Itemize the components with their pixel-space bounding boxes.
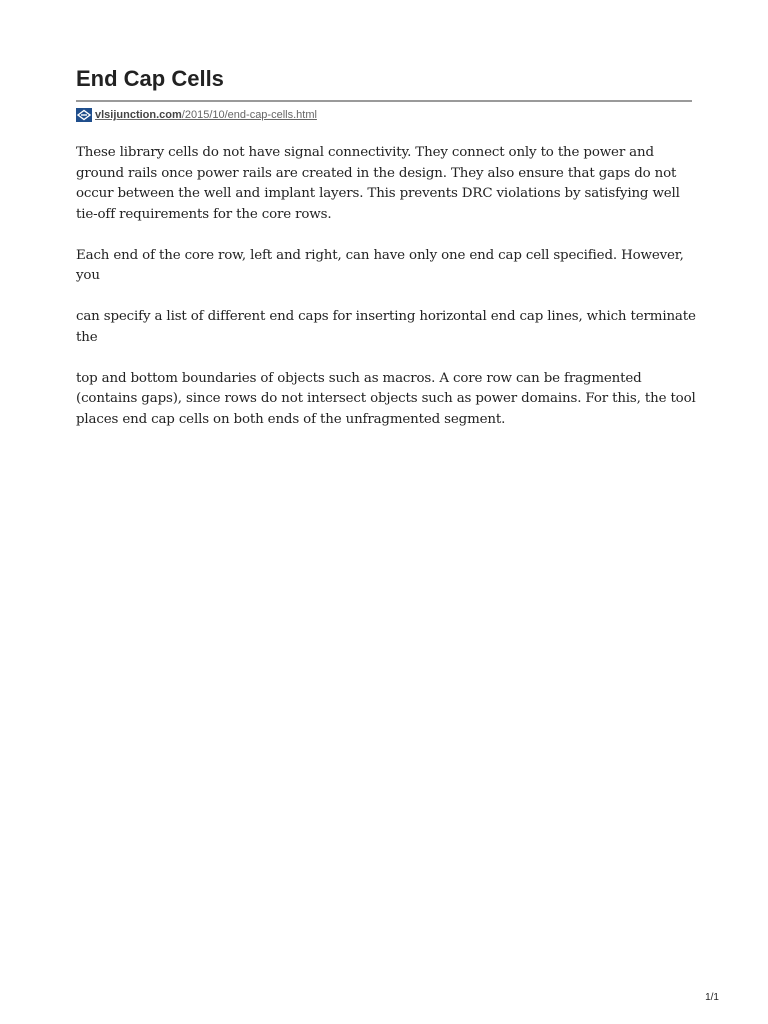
source-path: /2015/10/end-cap-cells.html [181,109,317,121]
page-number: 1/1 [705,992,719,1003]
paragraph: These library cells do not have signal connectivity. They connect only to the power and ground rails once power rails are created in the design. They also ensure that gaps do not occur between the well and implant layers. This prevents DRC violations by satisfying well tie-off requirements for the core rows. [76,145,680,222]
paragraph: Each end of the core row, left and right, can have only one end cap cell specified. However, you [76,247,684,283]
paragraph: can specify a list of different end caps for inserting horizontal end cap lines, which terminate the [76,309,696,345]
paragraph: top and bottom boundaries of objects such as macros. A core row can be fragmented (contains gaps), since rows do not intersect objects such as power domains. For this, the tool places end cap cells on both ends of the unfragmented segment. [76,370,696,427]
page-title: End Cap Cells [76,66,224,91]
source-link[interactable] [95,109,317,121]
site-logo-icon [76,108,92,122]
source-domain: vlsijunction.com [95,109,182,121]
title-divider [76,100,692,102]
source-line [76,106,317,124]
article-body [76,143,696,451]
